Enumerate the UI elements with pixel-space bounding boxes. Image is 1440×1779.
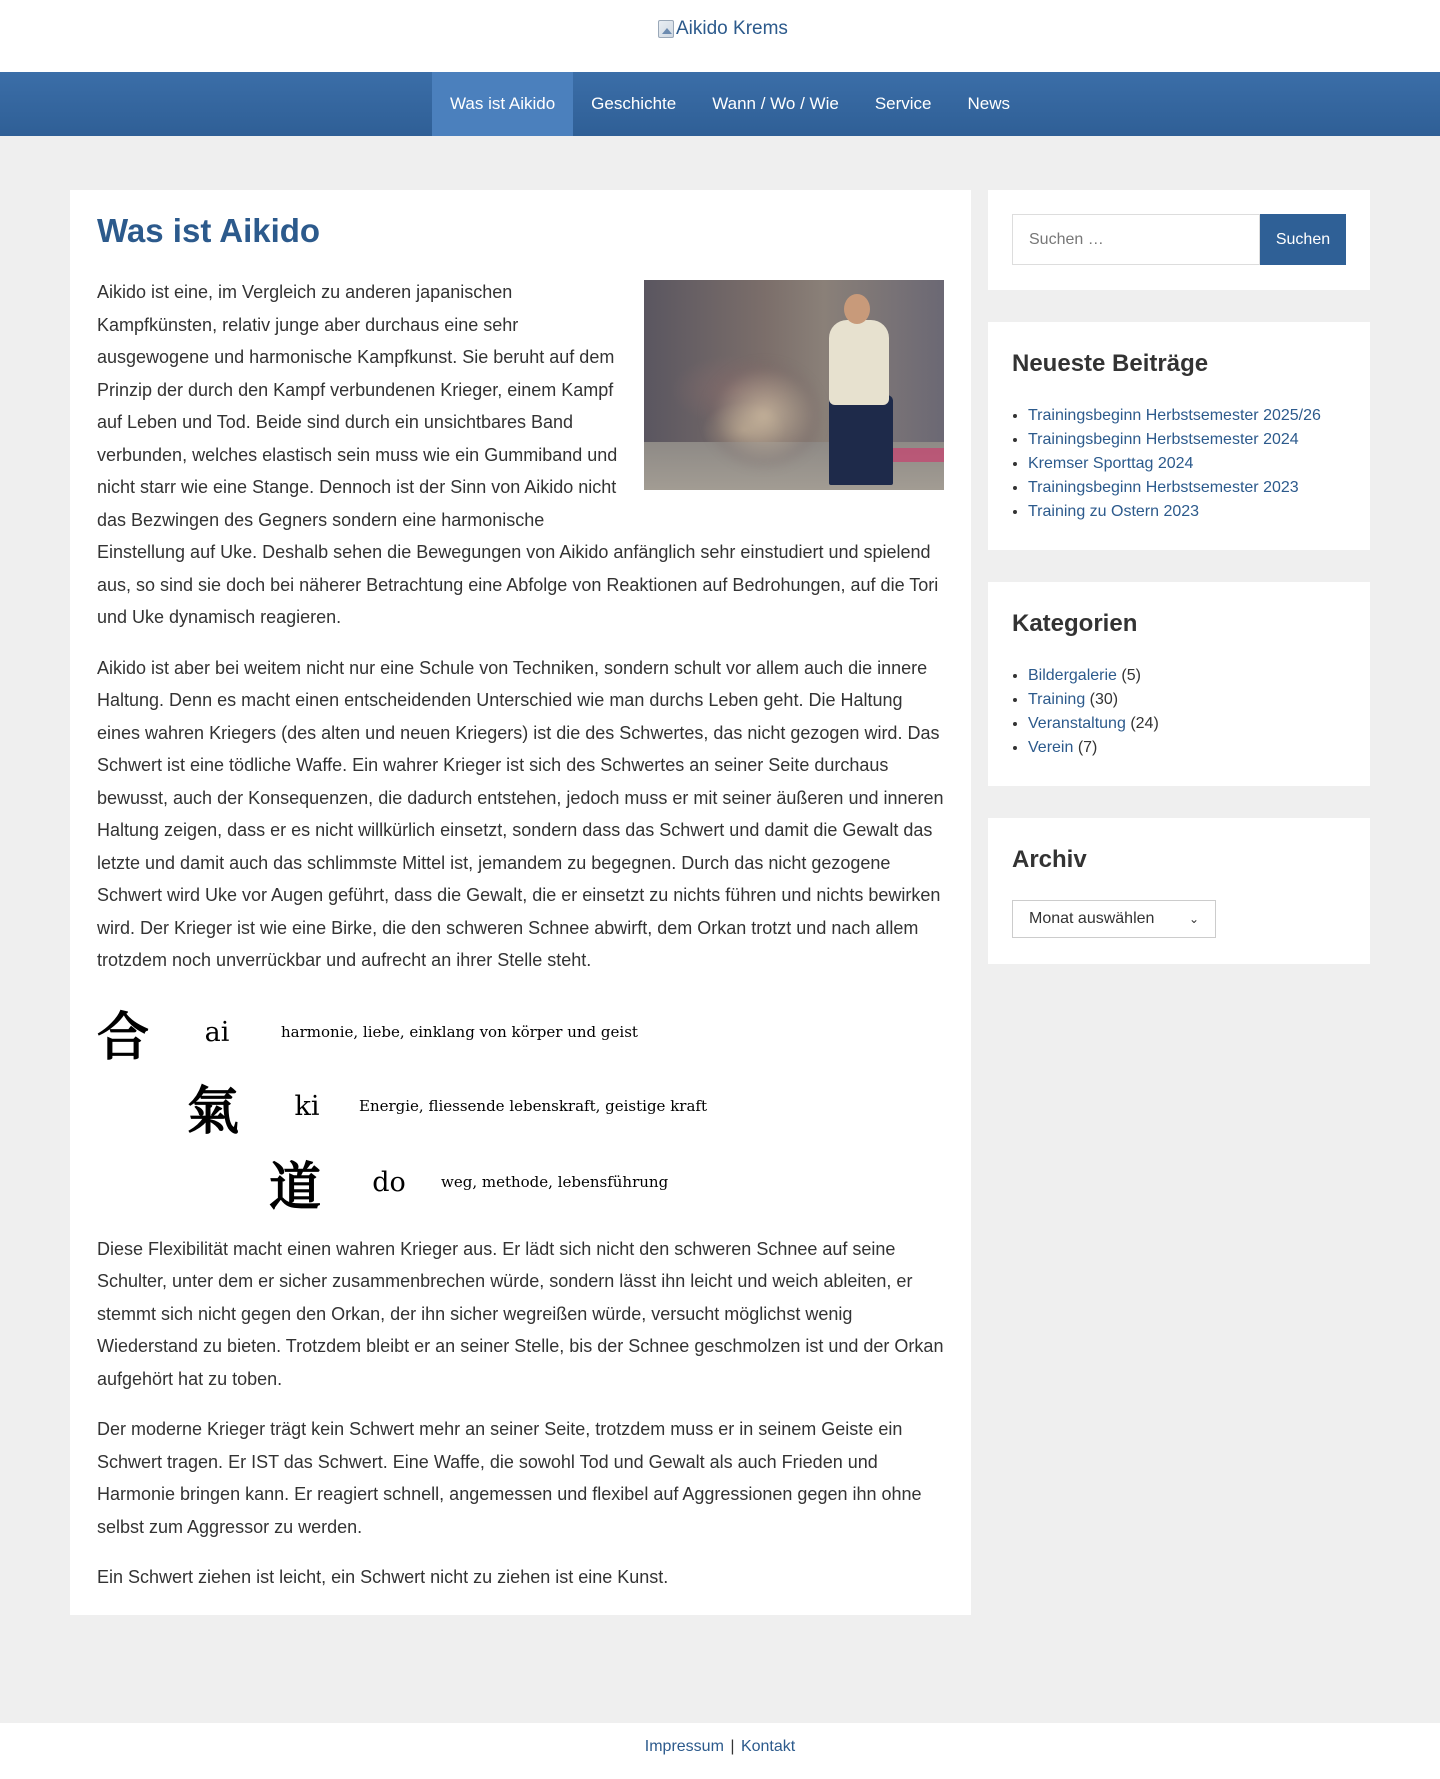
paragraph: Der moderne Krieger trägt kein Schwert mehr an seiner Seite, trotzdem muss er in seinem Geiste ein Schwert tragen. Er IST das Schwert. Eine Waffe, die sowohl Tod und Gewalt als auch Frieden und Harmonie bringen kann. Er reagiert schnell, angemessen und flexibel auf Aggressionen gegen ihn ohne selbst zum Aggressor zu werden. [97, 1419, 922, 1537]
paragraph: Ein Schwert ziehen ist leicht, ein Schwert nicht zu ziehen ist eine Kunst. [97, 1567, 669, 1587]
search-input[interactable] [1012, 214, 1260, 265]
archive-select-value: Monat auswählen [1029, 910, 1155, 927]
kanji-illustration [97, 995, 944, 1223]
recent-post-link[interactable]: Kremser Sporttag 2024 [1028, 455, 1194, 472]
kanji-glyph: 合 [97, 1006, 150, 1068]
broken-image-icon [658, 20, 674, 38]
aikido-photo [644, 280, 944, 490]
list-item [1028, 452, 1346, 476]
kanji-glyph: 道 [269, 1156, 322, 1218]
widget-title: Neueste Beiträge [1012, 350, 1209, 377]
logo-alt-text: Aikido Krems [676, 18, 788, 39]
category-link[interactable]: Training [1028, 691, 1086, 708]
kanji-row-do [269, 1145, 668, 1220]
list-item [1028, 476, 1346, 500]
entry-content [97, 276, 944, 1594]
paragraph: Aikido ist eine, im Vergleich zu anderen japanischen Kampfkünsten, relativ junge aber durchaus eine sehr ausgewogene und harmonische Kampfkunst. Sie beruht auf dem Prinzip der durch den Kampf verbundenen Krieger, einem Kampf auf Leben und Tod. Beide sind durch ein unsichtbares Band verbunden, welches elastisch sein muss wie ein Gummiband und nicht starr wie eine Stange. Dennoch ist der Sinn von Aikido nicht das Bezwingen des Gegners sondern eine harmonische Einstellung auf Uke. Deshalb sehen die Bewegungen von Aikido anfänglich sehr einstudiert und spielend aus, so sind sie doch bei näherer Betrachtung eine Abfolge von Reaktionen auf Bedrohungen, auf die Tori und Uke dynamisch reagieren. [97, 282, 939, 627]
recent-post-link[interactable]: Trainingsbeginn Herbstsemester 2024 [1028, 431, 1299, 448]
chevron-down-icon: ⌄ [1188, 912, 1199, 926]
search-widget [988, 190, 1370, 290]
footer-separator: | [730, 1738, 735, 1755]
recent-post-link[interactable]: Trainingsbeginn Herbstsemester 2023 [1028, 479, 1299, 496]
paragraph: Aikido ist aber bei weitem nicht nur eine Schule von Techniken, sondern schult vor allem auch die innere Haltung. Denn es macht einen entscheidenden Unterschied wie man durchs Leben geht. Die Haltung eines wahren Kriegers (des alten und neuen Kriegers) ist die des Schwertes, das nicht gezogen wird. Das Schwert ist eine tödliche Waffe. Ein wahrer Krieger ist sich des Schwertes an seiner Seite durchaus bewusst, auch der Konsequenzen, die dadurch entstehen, jedoch muss er mit seiner äußeren und inneren Haltung zeigen, dass er es nicht willkürlich einsetzt, sondern dass das Schwert und damit die Gewalt das letzte und damit auch das schlimmste Mittel ist, jemandem zu begegnen. Durch das nicht gezogene Schwert wird Uke vor Augen geführt, dass die Gewalt, die er einsetzt zu nichts führen und nichts bewirken wird. Der Krieger ist wie eine Birke, die den schweren Schnee abwirft, dem Orkan trotzt und nach allem trotzdem noch unverrückbar und aufrecht an ihrer Stelle steht. [97, 657, 944, 970]
page-title: Was ist Aikido [97, 212, 321, 249]
category-count: (30) [1089, 691, 1119, 708]
kanji-row-ki [187, 1069, 707, 1144]
nav-item-wann-wo-wie[interactable]: Wann / Wo / Wie [712, 94, 839, 113]
recent-posts-widget [988, 322, 1370, 550]
kanji-romaji: do [372, 1166, 406, 1198]
nav-item-news[interactable]: News [967, 94, 1011, 113]
search-button[interactable]: Suchen [1260, 214, 1346, 265]
list-item [1028, 428, 1346, 452]
list-item [1028, 664, 1346, 688]
kanji-meaning: Energie, fliessende lebenskraft, geistige kraft [359, 1097, 707, 1115]
main-navigation [0, 72, 1440, 136]
category-count: (24) [1130, 715, 1159, 732]
nav-item-geschichte[interactable]: Geschichte [591, 94, 677, 113]
archive-select[interactable] [1012, 900, 1216, 938]
archive-widget [988, 818, 1370, 964]
list-item [1028, 500, 1346, 524]
kanji-meaning: harmonie, liebe, einklang von körper und geist [281, 1023, 638, 1041]
kanji-romaji: ki [294, 1090, 320, 1122]
list-item [1028, 712, 1346, 736]
paragraph: Diese Flexibilität macht einen wahren Krieger aus. Er lädt sich nicht den schweren Schnee auf seine Schulter, unter dem er sicher zusammenbrechen würde, sondern lässt ihn leicht und weich ableiten, er stemmt sich nicht gegen den Orkan, der ihn sicher wegreißen würde, versucht möglichst wenig Wiederstand zu bieten. Trotzdem bleibt er an seiner Stelle, bis der Schnee geschmolzen ist und der Orkan aufgehört hat zu toben. [97, 1238, 944, 1389]
category-count: (7) [1077, 739, 1098, 756]
category-count: (5) [1121, 667, 1141, 684]
category-link[interactable]: Bildergalerie [1028, 667, 1117, 684]
site-header [0, 0, 1440, 72]
recent-post-link[interactable]: Training zu Ostern 2023 [1028, 503, 1200, 520]
list-item [1028, 404, 1346, 428]
main-content [70, 190, 971, 1615]
recent-post-link[interactable]: Trainingsbeginn Herbstsemester 2025/26 [1028, 407, 1321, 424]
widget-title: Archiv [1012, 846, 1087, 873]
list-item [1028, 688, 1346, 712]
kontakt-link[interactable]: Kontakt [740, 1738, 796, 1755]
widget-title: Kategorien [1012, 610, 1138, 637]
site-logo[interactable] [658, 18, 788, 40]
nav-item-was-ist-aikido[interactable]: Was ist Aikido [432, 72, 573, 136]
site-footer [0, 1723, 1440, 1779]
list-item [1028, 736, 1346, 760]
category-link[interactable]: Verein [1028, 739, 1074, 756]
kanji-meaning: weg, methode, lebensführung [441, 1173, 669, 1191]
categories-widget [988, 582, 1370, 786]
impressum-link[interactable]: Impressum [644, 1738, 724, 1755]
kanji-glyph: 氣 [187, 1080, 240, 1142]
kanji-row-ai [97, 995, 638, 1070]
category-link[interactable]: Veranstaltung [1028, 715, 1126, 732]
kanji-romaji: ai [204, 1016, 230, 1048]
nav-item-service[interactable]: Service [874, 94, 932, 113]
